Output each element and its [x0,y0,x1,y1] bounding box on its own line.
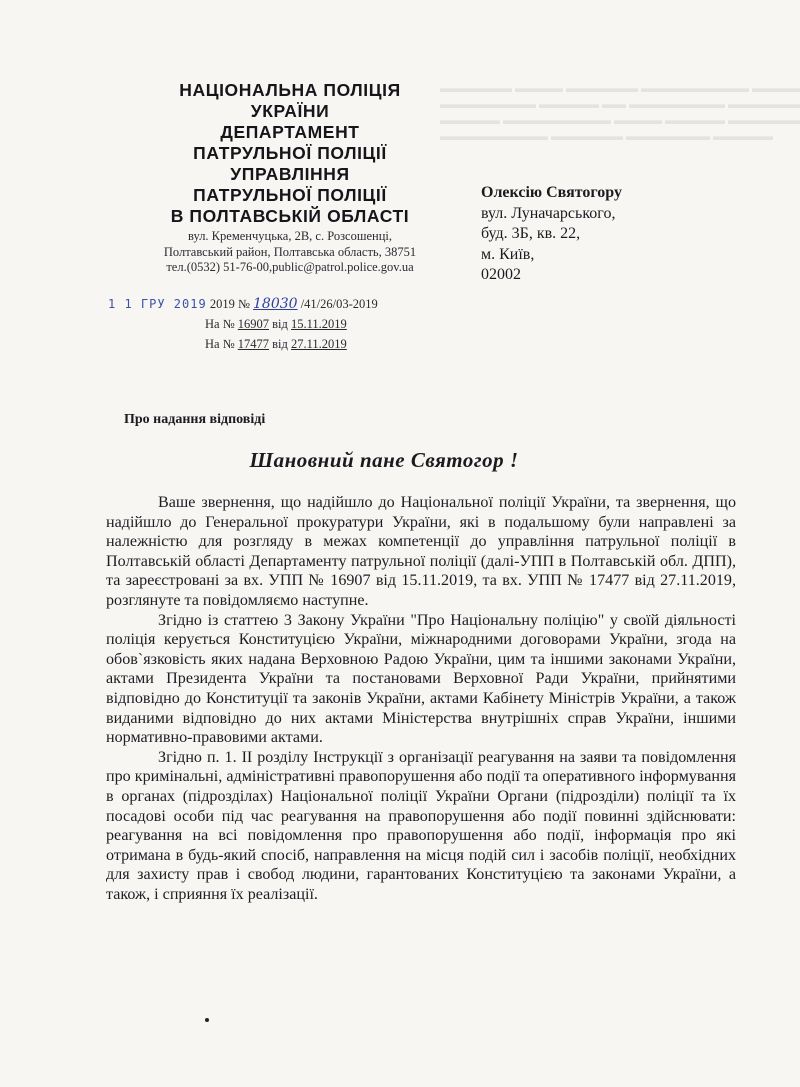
ref-date: 27.11.2019 [291,337,347,351]
letter-body [106,493,736,904]
ref-prefix: На № [205,317,235,331]
ref-mid: від [272,317,288,331]
letterhead-line: В ПОЛТАВСЬКІЙ ОБЛАСТІ [170,206,410,226]
body-paragraph: Згідно із статтею 3 Закону України "Про Національну поліцію" у своїй діяльності поліція керується Конституцією України, міжнародними договорами України, згода на обов`язковість яких надана Верховною Радою України, цим та іншими законами України, актами Президента України та постановами Верховної Ради України, прийнятими відповідно до Конституції та законів України, актами Кабінету Міністрів України, а також виданими відповідно до них актами Міністерства внутрішніх справ України, іншими нормативно-правовими актами. [106,611,736,747]
ref-date: 15.11.2019 [291,317,347,331]
letterhead-line: УПРАВЛІННЯ [230,164,350,184]
ref-prefix: На № [205,337,235,351]
recipient-block [481,183,681,286]
body-paragraph: Ваше звернення, що надійшло до Національної поліції України, та звернення, що надійшло до Генеральної прокуратури України, які в подальшому були направлені за належністю для розгляду в межах компетенції до управління патрульної поліції в Полтавській області Департаменту патрульної поліції (далі-УПП в Полтавській обл. ДПП), та зареєстровані за вх. УПП № 16907 від 15.11.2019, та вх. УПП № 17477 від 27.11.2019, розглянуте та повідомляємо наступне. [106,494,736,609]
letterhead-line: ПАТРУЛЬНОЇ ПОЛІЦІЇ [193,143,387,163]
address-line: Полтавський район, Полтавська область, 38751 [163,244,417,259]
recipient-street: вул. Луначарського, [481,204,616,222]
bleed-through-text: ▬▬▬▬▬▬ ▬▬▬▬ ▬▬▬▬▬▬ ▬▬▬▬▬▬▬▬▬ ▬▬▬▬ ▬▬▬▬▬▬▬▬ ▬▬▬▬▬ ▬▬ ▬▬▬▬▬▬▬▬ ▬▬▬▬▬▬ ▬▬▬▬▬ ▬▬▬▬▬▬▬▬▬ ▬▬▬▬ ▬▬▬▬▬ ▬▬▬▬▬▬ ▬▬▬▬▬▬▬▬▬ ▬▬▬▬▬▬ ▬▬▬▬▬▬▬ ▬▬▬▬▬ [440,81,800,143]
recipient-name: Олексію Святогору [481,184,622,201]
date-stamp: 1 1 ГРУ 2019 [108,297,207,311]
ink-dot [205,1018,209,1022]
outgoing-year: 2019 № [209,297,250,311]
subject-line: Про надання відповіді [124,412,266,427]
letterhead-line: НАЦІОНАЛЬНА ПОЛІЦІЯ [179,80,401,100]
contact-line: тел.(0532) 51-76-00,public@patrol.police.gov.ua [166,260,414,274]
letterhead [100,80,480,276]
body-paragraph: Згідно п. 1. II розділу Інструкції з організації реагування на заяви та повідомлення про кримінальні, адміністративні правопорушення або події та оперативного інформування в органах (підрозділах) Національної поліції України Органи (підрозділи) поліції та їх посадові особи під час реагування на правопорушення або події повинні здійснювати: реагування на всі повідомлення про правопорушення або події, інформація про які отримана в будь-який спосіб, направлення на місця подій сил і засобів поліції, необхідних для захисту прав і свобод людини, гарантованих Конституцією та законами України, а також, і сприяння їх реалізації. [106,748,736,903]
recipient-building: буд. 3Б, кв. 22, [481,225,581,242]
ref-number: 16907 [237,317,270,331]
recipient-city: м. Київ, [481,245,535,263]
ref-mid: від [272,337,288,351]
letterhead-line: ДЕПАРТАМЕНТ [220,122,360,142]
reference-line [205,317,347,332]
outgoing-number [100,296,488,312]
ref-number: 17477 [237,337,270,351]
outgoing-suffix: /41/26/03-2019 [300,297,378,311]
reference-line [205,337,347,352]
letterhead-line: ПАТРУЛЬНОЇ ПОЛІЦІЇ [193,185,387,205]
address-line: вул. Кременчуцька, 2В, с. Розсошенці, [188,229,392,243]
letterhead-line: УКРАЇНИ [250,101,330,121]
greeting: Шановний пане Святогор ! [249,448,519,472]
recipient-postcode: 02002 [481,266,521,283]
handwritten-number: 18030 [253,296,298,312]
